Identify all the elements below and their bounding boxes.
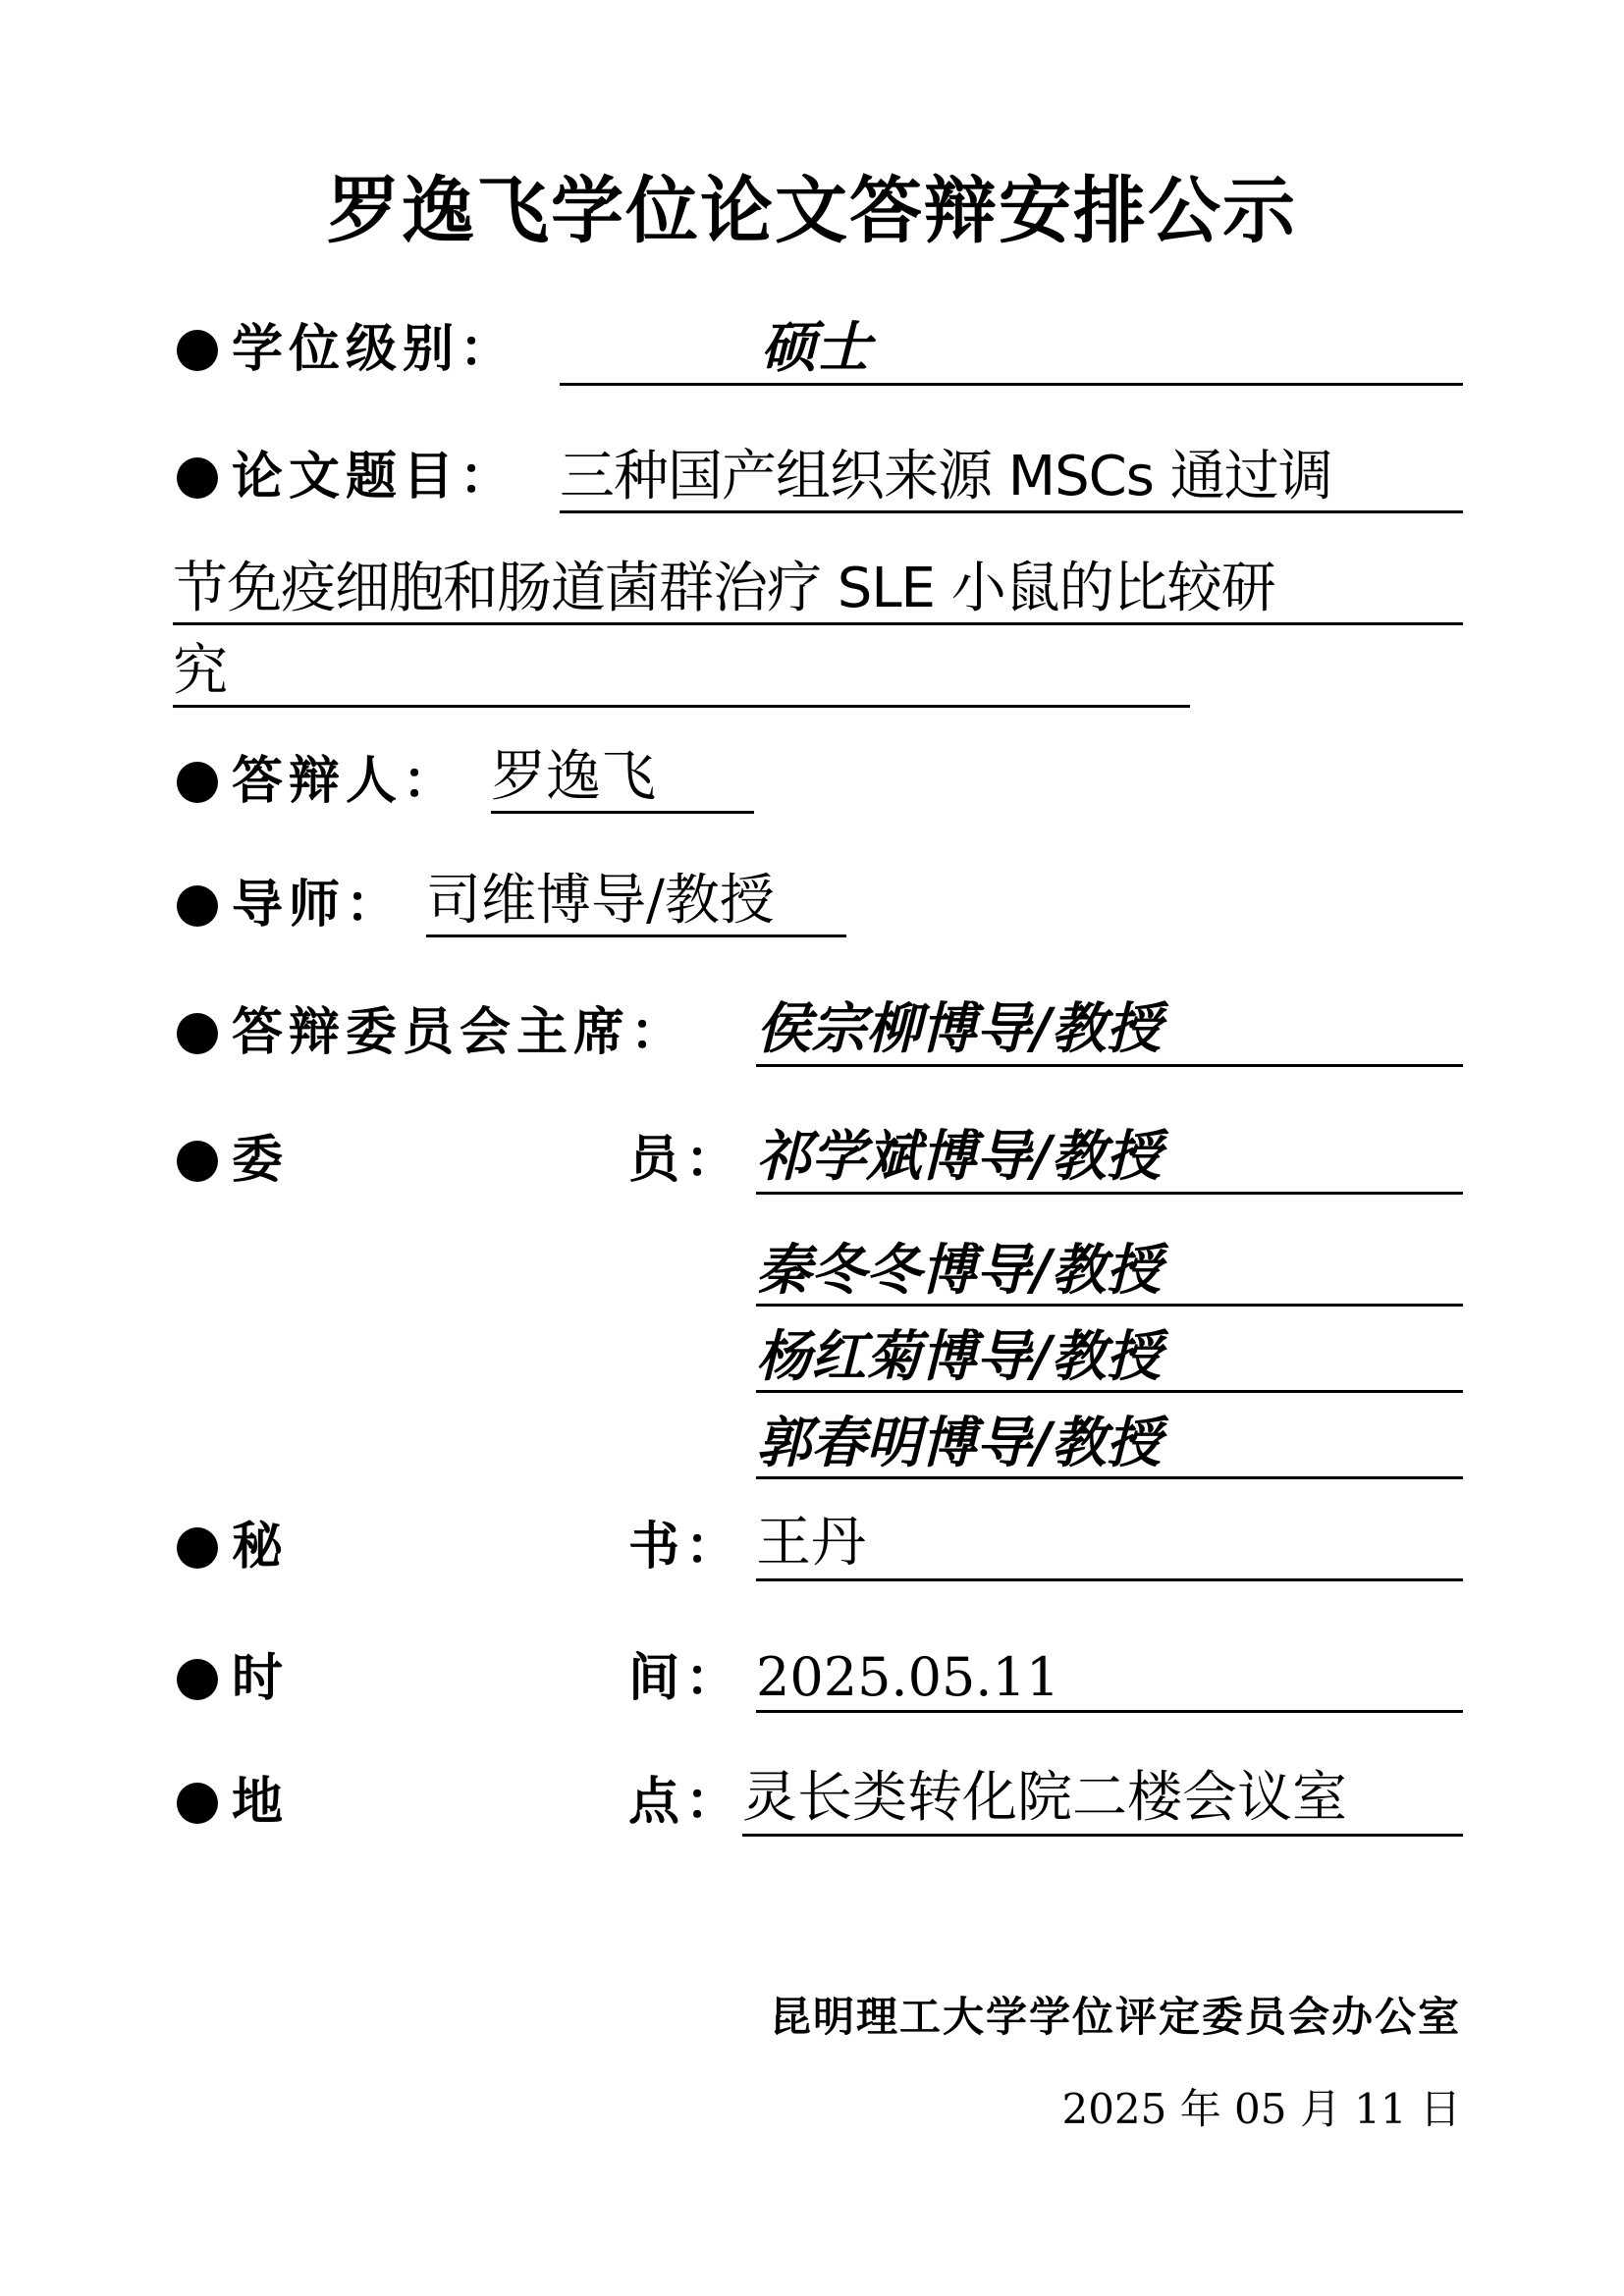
bullet-icon [177,1783,218,1824]
place-value: 灵长类转化院二楼会议室 [742,1766,1347,1830]
members-label-right: 员： [628,1130,743,1190]
degree-label: 学位级别： [232,319,517,379]
thesis-underline-1 [560,510,1463,513]
bullet-icon [177,1527,218,1569]
time-label-right: 间： [628,1648,743,1708]
secretary-label-left: 秘 [232,1517,284,1576]
place-label-right: 点： [628,1772,743,1832]
defender-underline [491,811,754,814]
time-underline [756,1710,1463,1713]
time-value: 2025.05.11 [756,1646,1060,1708]
thesis-underline-2 [173,622,1463,625]
bullet-icon [177,885,218,927]
chair-label: 答辩委员会主席： [232,1002,688,1062]
secretary-label-right: 书： [628,1517,743,1576]
member-4-underline [756,1476,1463,1479]
advisor-underline [426,934,846,937]
advisor-label: 导师： [232,875,404,934]
degree-value: 硕士 [761,315,871,380]
secretary-value: 王丹 [756,1511,866,1575]
thesis-line-1: 三种国产组织来源 MSCs 通过调 [560,445,1332,508]
page-title: 罗逸飞学位论文答辩安排公示 [327,169,1297,253]
member-2-underline [756,1304,1463,1307]
thesis-line-2: 节免疫细胞和肠道菌群治疗 SLE 小鼠的比较研 [173,557,1275,620]
defender-label: 答辩人： [232,751,460,811]
thesis-line-3: 究 [173,639,228,703]
secretary-underline [756,1578,1463,1581]
bullet-icon [177,457,218,499]
member-1: 祁学斌博导/教授 [756,1124,1162,1189]
member-4: 郭春明博导/教授 [756,1411,1162,1475]
member-1-underline [756,1192,1463,1195]
bullet-icon [177,1659,218,1700]
thesis-underline-3 [173,705,1190,708]
degree-underline [560,383,1463,386]
bullet-icon [177,330,218,371]
place-underline [742,1834,1463,1837]
bullet-icon [177,1141,218,1182]
issue-date: 2025 年 05 月 11 日 [1061,2085,1461,2133]
thesis-label: 论文题目： [232,447,517,507]
member-3-underline [756,1390,1463,1393]
chair-value: 侯宗柳博导/教授 [756,996,1162,1061]
member-3: 杨红菊博导/教授 [756,1324,1162,1389]
advisor-value: 司维博导/教授 [426,869,775,933]
bullet-icon [177,1013,218,1054]
bullet-icon [177,762,218,803]
member-2: 秦冬冬博导/教授 [756,1238,1162,1303]
chair-underline [756,1064,1463,1067]
members-label-left: 委 [232,1130,284,1190]
time-label-left: 时 [232,1648,284,1708]
place-label-left: 地 [232,1772,284,1832]
defender-value: 罗逸飞 [491,745,656,809]
issuing-office: 昆明理工大学学位评定委员会办公室 [769,1993,1461,2041]
